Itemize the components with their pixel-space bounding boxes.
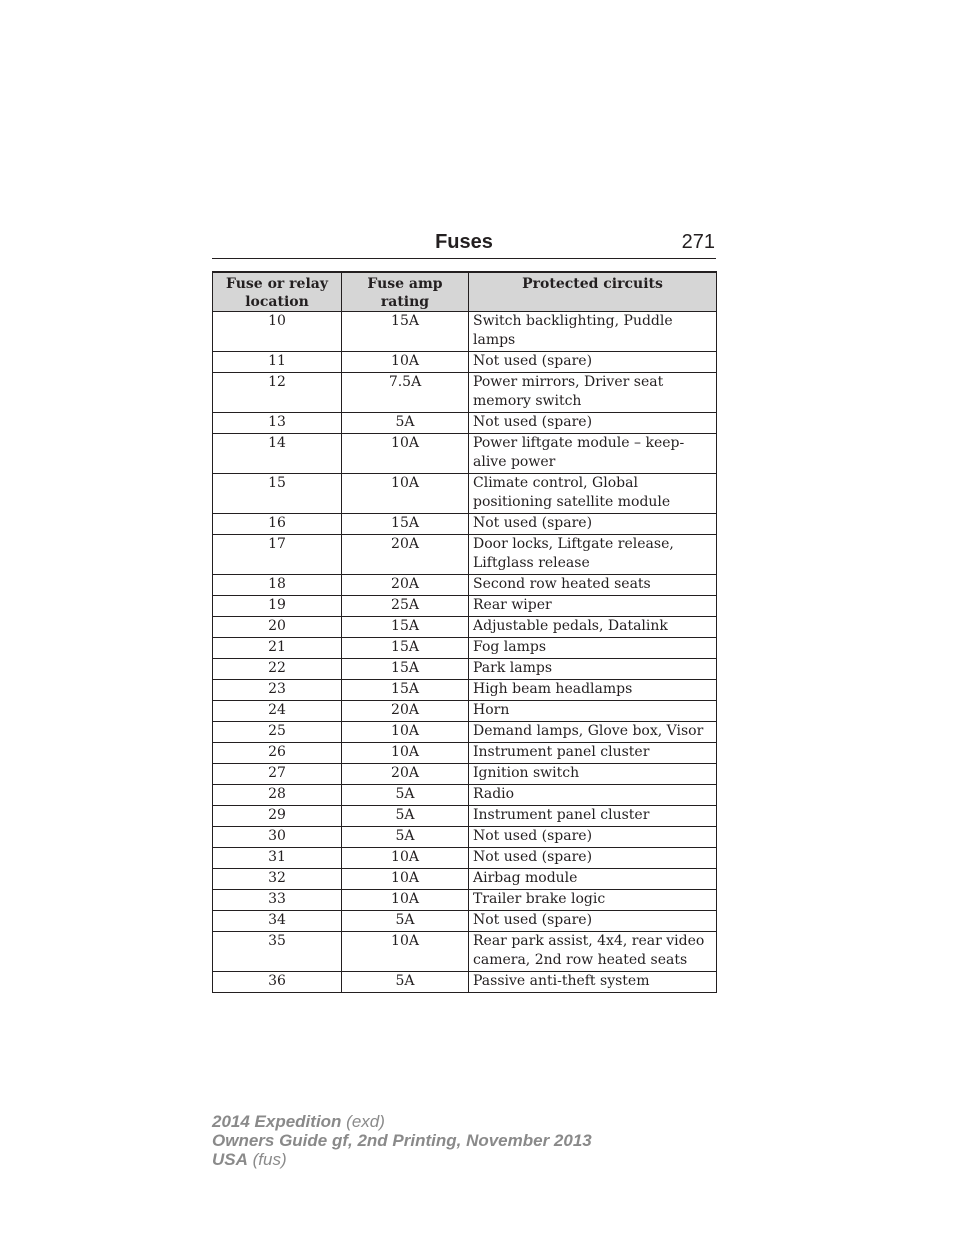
footer-vehicle-name: 2014 Expedition — [212, 1112, 342, 1131]
table-row — [213, 743, 717, 764]
fuse-amp-rating: 10A — [342, 474, 469, 514]
column-header-amp-rating: Fuse amp rating — [342, 272, 469, 312]
protected-circuits: Second row heated seats — [469, 575, 717, 596]
table-row — [213, 827, 717, 848]
protected-circuits: Not used (spare) — [469, 827, 717, 848]
fuse-location: 15 — [213, 474, 342, 514]
footer-line-market — [212, 1150, 592, 1169]
fuse-amp-rating: 5A — [342, 972, 469, 993]
fuse-location: 16 — [213, 514, 342, 535]
protected-circuits: Passive anti-theft system — [469, 972, 717, 993]
fuse-table — [212, 271, 717, 993]
table-row — [213, 972, 717, 993]
fuse-amp-rating: 10A — [342, 352, 469, 373]
table-row — [213, 764, 717, 785]
protected-circuits: Not used (spare) — [469, 848, 717, 869]
protected-circuits: Radio — [469, 785, 717, 806]
fuse-location: 20 — [213, 617, 342, 638]
table-row — [213, 869, 717, 890]
protected-circuits: Switch backlighting, Puddle lamps — [469, 312, 717, 352]
protected-circuits: Climate control, Global positioning satellite module — [469, 474, 717, 514]
fuse-location: 31 — [213, 848, 342, 869]
page-footer — [212, 1112, 592, 1169]
fuse-location: 22 — [213, 659, 342, 680]
table-row — [213, 806, 717, 827]
table-row — [213, 575, 717, 596]
page-header — [212, 230, 716, 259]
section-title: Fuses — [435, 231, 493, 253]
fuse-location: 23 — [213, 680, 342, 701]
protected-circuits: Ignition switch — [469, 764, 717, 785]
protected-circuits: Rear park assist, 4x4, rear video camera, 2nd row heated seats — [469, 932, 717, 972]
table-row — [213, 911, 717, 932]
table-row — [213, 352, 717, 373]
footer-line-vehicle — [212, 1112, 592, 1131]
fuse-location: 12 — [213, 373, 342, 413]
fuse-amp-rating: 10A — [342, 848, 469, 869]
protected-circuits: Door locks, Liftgate release, Liftglass release — [469, 535, 717, 575]
fuse-amp-rating: 7.5A — [342, 373, 469, 413]
fuse-location: 14 — [213, 434, 342, 474]
fuse-location: 28 — [213, 785, 342, 806]
table-row — [213, 680, 717, 701]
column-header-location: Fuse or relay location — [213, 272, 342, 312]
protected-circuits: Not used (spare) — [469, 413, 717, 434]
fuse-amp-rating: 15A — [342, 617, 469, 638]
table-row — [213, 474, 717, 514]
fuse-location: 35 — [213, 932, 342, 972]
fuse-location: 13 — [213, 413, 342, 434]
protected-circuits: Fog lamps — [469, 638, 717, 659]
protected-circuits: Power liftgate module – keep-alive power — [469, 434, 717, 474]
table-row — [213, 413, 717, 434]
table-row — [213, 785, 717, 806]
fuse-amp-rating: 5A — [342, 785, 469, 806]
fuse-amp-rating: 25A — [342, 596, 469, 617]
table-row — [213, 373, 717, 413]
fuse-location: 19 — [213, 596, 342, 617]
footer-vehicle-code: (exd) — [346, 1112, 385, 1131]
fuse-amp-rating: 20A — [342, 575, 469, 596]
footer-market: USA — [212, 1150, 248, 1169]
protected-circuits: Horn — [469, 701, 717, 722]
fuse-amp-rating: 15A — [342, 659, 469, 680]
fuse-location: 34 — [213, 911, 342, 932]
protected-circuits: Instrument panel cluster — [469, 806, 717, 827]
fuse-location: 27 — [213, 764, 342, 785]
fuse-location: 18 — [213, 575, 342, 596]
fuse-location: 10 — [213, 312, 342, 352]
protected-circuits: Not used (spare) — [469, 514, 717, 535]
fuse-location: 30 — [213, 827, 342, 848]
footer-market-code: (fus) — [252, 1150, 287, 1169]
fuse-amp-rating: 10A — [342, 722, 469, 743]
table-row — [213, 848, 717, 869]
fuse-location: 17 — [213, 535, 342, 575]
fuse-amp-rating: 10A — [342, 869, 469, 890]
table-row — [213, 434, 717, 474]
column-header-protected-circuits: Protected circuits — [469, 272, 717, 312]
fuse-amp-rating: 10A — [342, 932, 469, 972]
protected-circuits: Airbag module — [469, 869, 717, 890]
protected-circuits: Power mirrors, Driver seat memory switch — [469, 373, 717, 413]
table-row — [213, 617, 717, 638]
fuse-amp-rating: 20A — [342, 701, 469, 722]
table-row — [213, 659, 717, 680]
fuse-amp-rating: 15A — [342, 514, 469, 535]
fuse-location: 26 — [213, 743, 342, 764]
table-row — [213, 535, 717, 575]
page-number: 271 — [681, 231, 715, 253]
table-row — [213, 932, 717, 972]
protected-circuits: Adjustable pedals, Datalink — [469, 617, 717, 638]
fuse-amp-rating: 20A — [342, 535, 469, 575]
table-row — [213, 701, 717, 722]
fuse-location: 21 — [213, 638, 342, 659]
table-header-row — [213, 272, 717, 312]
protected-circuits: Demand lamps, Glove box, Visor — [469, 722, 717, 743]
fuse-location: 32 — [213, 869, 342, 890]
fuse-amp-rating: 10A — [342, 743, 469, 764]
fuse-location: 33 — [213, 890, 342, 911]
fuse-amp-rating: 5A — [342, 806, 469, 827]
table-row — [213, 638, 717, 659]
protected-circuits: Rear wiper — [469, 596, 717, 617]
fuse-amp-rating: 15A — [342, 680, 469, 701]
table-row — [213, 312, 717, 352]
protected-circuits: Instrument panel cluster — [469, 743, 717, 764]
fuse-amp-rating: 10A — [342, 434, 469, 474]
fuse-location: 29 — [213, 806, 342, 827]
fuse-location: 11 — [213, 352, 342, 373]
fuse-table-body — [213, 312, 717, 993]
footer-line-guide: Owners Guide gf, 2nd Printing, November 2013 — [212, 1131, 592, 1150]
protected-circuits: Trailer brake logic — [469, 890, 717, 911]
table-row — [213, 722, 717, 743]
table-row — [213, 890, 717, 911]
protected-circuits: Not used (spare) — [469, 911, 717, 932]
table-row — [213, 596, 717, 617]
fuse-amp-rating: 20A — [342, 764, 469, 785]
fuse-amp-rating: 15A — [342, 638, 469, 659]
fuse-amp-rating: 5A — [342, 827, 469, 848]
fuse-location: 36 — [213, 972, 342, 993]
protected-circuits: Not used (spare) — [469, 352, 717, 373]
fuse-amp-rating: 5A — [342, 413, 469, 434]
fuse-location: 24 — [213, 701, 342, 722]
fuse-amp-rating: 15A — [342, 312, 469, 352]
protected-circuits: Park lamps — [469, 659, 717, 680]
table-row — [213, 514, 717, 535]
fuse-location: 25 — [213, 722, 342, 743]
protected-circuits: High beam headlamps — [469, 680, 717, 701]
fuse-amp-rating: 10A — [342, 890, 469, 911]
fuse-amp-rating: 5A — [342, 911, 469, 932]
